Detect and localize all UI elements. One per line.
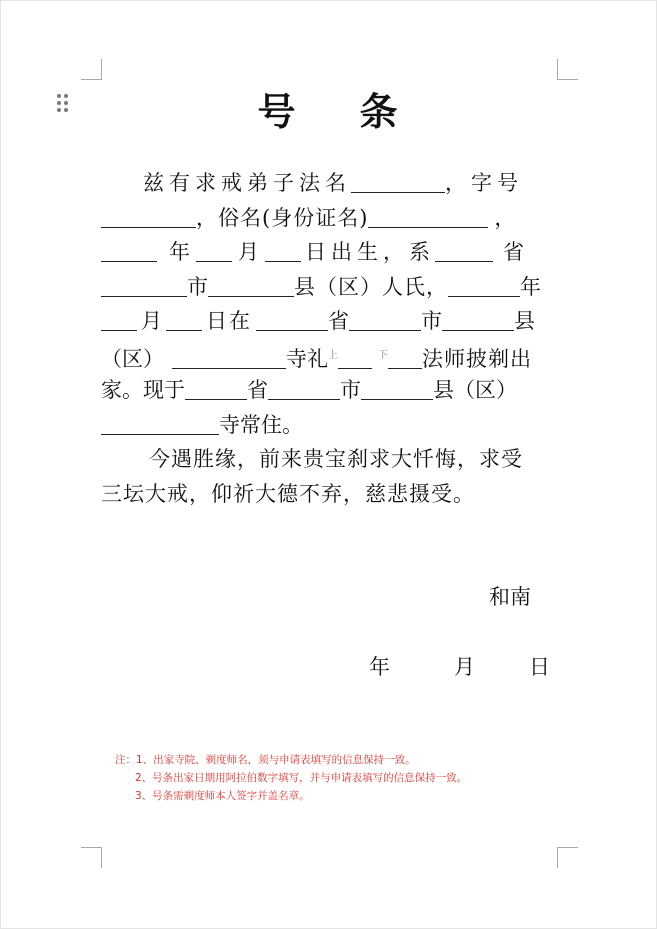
text-master: 法师披剃出	[422, 346, 532, 371]
text-comma: ，	[494, 205, 516, 230]
blank-dharma-name[interactable]	[351, 170, 445, 193]
title-char-1: 号	[257, 89, 298, 134]
blank-city-temple[interactable]	[349, 308, 421, 331]
text-year-2: 年	[520, 274, 541, 299]
text-city-2: 市	[421, 309, 442, 333]
note-1: 注：1、出家寺院、剃度师名，须与申请表填写的信息保持一致。	[115, 754, 416, 766]
blank-province-origin[interactable]	[435, 239, 493, 262]
blank-birth-day[interactable]	[265, 239, 301, 262]
crop-mark-top-left	[81, 59, 102, 80]
text-year: 年	[169, 240, 190, 264]
text-province-2: 省	[328, 309, 349, 333]
document-body	[101, 166, 559, 511]
text-city-3: 市	[340, 378, 361, 402]
body-line-8	[101, 408, 559, 443]
body-line-7	[101, 373, 559, 408]
body-line-1	[101, 166, 559, 201]
page-title	[101, 81, 556, 136]
blank-city-origin[interactable]	[101, 274, 187, 297]
blank-temple-name[interactable]	[172, 346, 286, 369]
body-line-6	[101, 339, 559, 374]
date-month-label: 月	[454, 655, 475, 679]
crop-mark-bottom-right	[557, 847, 578, 868]
text-day-at: 日在	[206, 309, 252, 333]
blank-birth-month[interactable]	[196, 239, 232, 262]
text-temple-li: 寺礼	[286, 346, 328, 371]
text-request-line-2: 三坛大戒，仰祈大德不弃，慈悲摄受。	[101, 481, 475, 506]
body-line-4	[101, 270, 559, 305]
blank-secular-name[interactable]	[368, 205, 488, 228]
text-county: 县	[514, 309, 535, 333]
crop-mark-top-right	[557, 59, 578, 80]
superscript-shang: 上	[328, 349, 338, 361]
body-line-9	[101, 442, 559, 477]
blank-tonsure-day[interactable]	[166, 308, 202, 331]
blank-county-temple[interactable]	[442, 308, 514, 331]
text-city: 市	[187, 274, 208, 299]
text-fa-ming: 兹有求戒弟子法名	[143, 171, 351, 195]
signature-text: 和南	[489, 585, 531, 609]
blank-style-name[interactable]	[101, 205, 196, 228]
text-province: 省	[503, 240, 524, 264]
text-county-district: 县（区）	[433, 378, 517, 402]
text-district: （区）	[101, 346, 164, 371]
date-day-label: 日	[529, 655, 550, 679]
text-born: 日出生，系	[305, 240, 435, 264]
body-line-2	[101, 201, 559, 236]
text-su-ming: ，俗名(身份证名)	[196, 205, 369, 230]
text-native: 县（区）人氏，	[294, 274, 448, 299]
body-line-5	[101, 304, 559, 339]
blank-city-current[interactable]	[268, 377, 340, 400]
drag-handle-icon[interactable]	[56, 93, 70, 115]
blank-province-current[interactable]	[185, 377, 247, 400]
crop-mark-bottom-left	[81, 847, 102, 868]
blank-tonsure-month[interactable]	[101, 308, 137, 331]
blank-master-lower[interactable]	[388, 346, 422, 369]
blank-tonsure-year[interactable]	[448, 274, 520, 297]
text-zi-hao: ，字号	[445, 171, 523, 195]
blank-province-temple[interactable]	[256, 308, 328, 331]
text-request-line-1: 今遇胜缘，前来贵宝刹求大忏悔，求受	[149, 447, 523, 471]
blank-master-upper[interactable]	[338, 346, 372, 369]
blank-birth-year[interactable]	[101, 239, 157, 262]
body-line-10	[101, 477, 559, 512]
note-3: 3、号条需剃度师本人签字并盖名章。	[135, 790, 310, 802]
notes-block	[115, 751, 467, 805]
text-now-at: 家。现于	[101, 378, 185, 402]
text-month: 月	[238, 240, 259, 264]
note-2: 2、号条出家日期用阿拉伯数字填写，并与申请表填写的信息保持一致。	[135, 772, 468, 784]
text-resident: 寺常住。	[219, 412, 303, 437]
blank-county-origin[interactable]	[208, 274, 294, 297]
date-year-label: 年	[369, 655, 390, 679]
text-month-2: 月	[141, 309, 162, 333]
blank-temple-current[interactable]	[101, 412, 219, 435]
blank-county-current[interactable]	[361, 377, 433, 400]
superscript-xia: 下	[378, 349, 388, 361]
body-line-3	[101, 235, 559, 270]
text-province-3: 省	[247, 378, 268, 402]
title-char-2: 条	[359, 89, 400, 134]
